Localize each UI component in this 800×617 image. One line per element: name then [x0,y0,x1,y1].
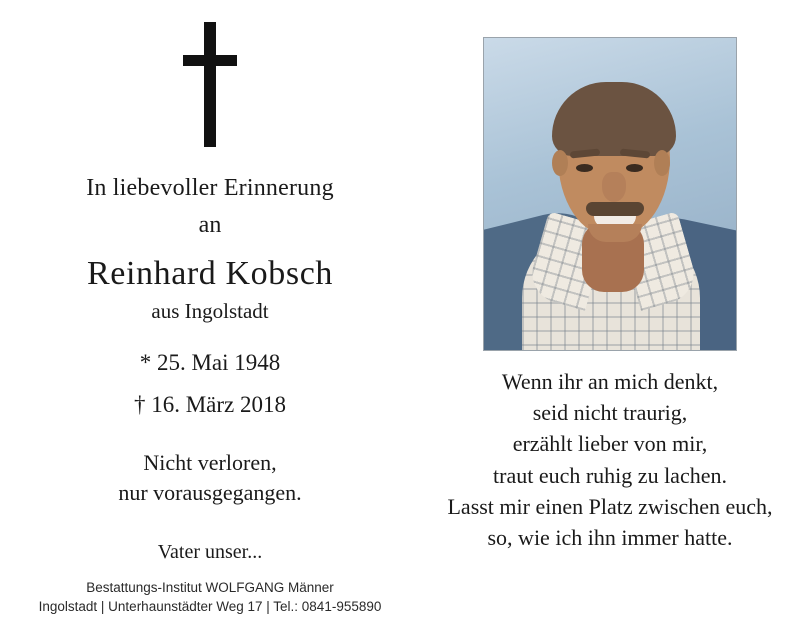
left-verse-line-1: Nicht verloren, [143,449,277,475]
photo-mustache [586,202,644,216]
right-verse-line: seid nicht traurig, [532,400,688,426]
prayer-text: Vater unser... [157,540,263,563]
footer-institute: Bestattungs-Institut WOLFGANG Männer [86,579,334,595]
portrait-photo [483,37,737,351]
right-verse-line: Wenn ihr an mich denkt, [501,369,719,394]
left-verse-line-2: nur vorausgegangen. [118,480,302,506]
intro-line-1: In liebevoller Erinnerung [86,175,334,201]
footer-address: Ingolstadt | Unterhaunstädter Weg 17 | Tel.: 0841-955890 [38,599,382,615]
right-verse-line: erzählt lieber von mir, [512,431,708,457]
photo-nose [602,172,626,202]
photo-eye-left [576,164,593,172]
photo-ear-right [654,150,670,176]
intro-line-2: an [198,212,222,238]
memorial-text-block [0,173,420,564]
footer-block [39,578,382,617]
right-verse-line: so, wie ich ihn immer hatte. [487,525,733,551]
right-column [420,0,800,585]
photo-ear-left [552,150,568,176]
deceased-origin: aus Ingolstadt [151,298,269,323]
deceased-name: Reinhard Kobsch [86,254,333,292]
birth-date: * 25. Mai 1948 [139,349,281,375]
cross-icon [175,22,245,147]
right-verse-line: traut euch ruhig zu lachen. [493,462,727,488]
photo-eye-right [626,164,643,172]
right-verse-block [420,366,800,553]
right-verse-line: Lasst mir einen Platz zwischen euch, [447,493,773,519]
cross-icon-svg [175,22,245,147]
death-date: † 16. März 2018 [133,391,287,417]
